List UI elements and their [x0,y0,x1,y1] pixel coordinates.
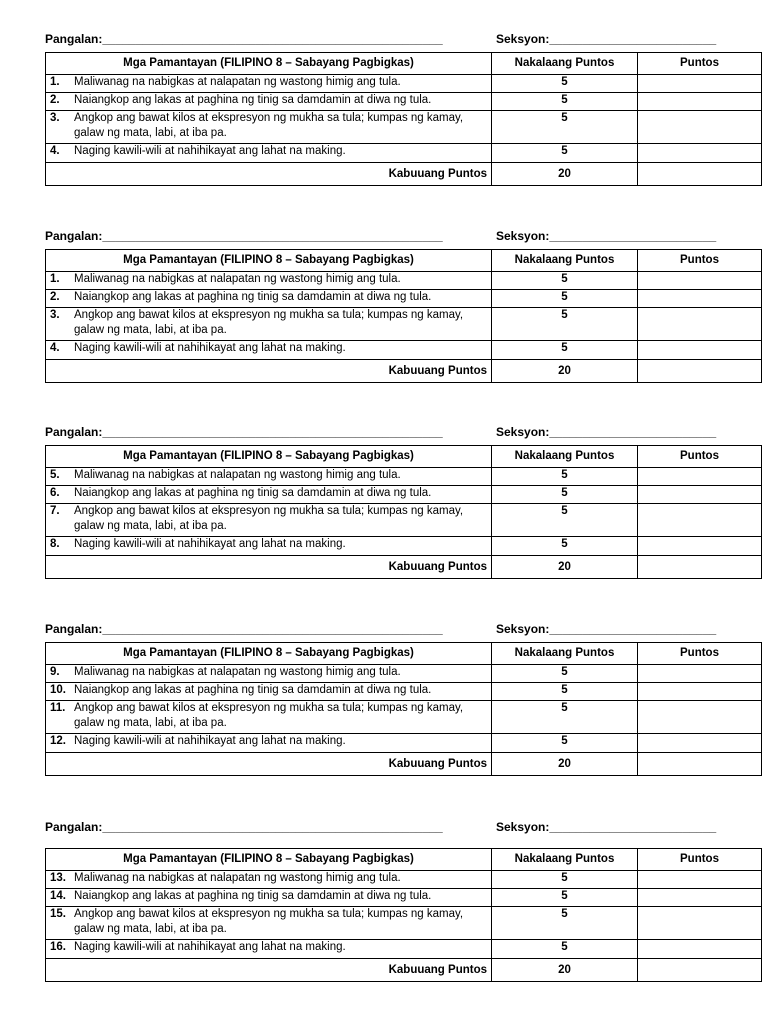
criteria-header: Mga Pamantayan (FILIPINO 8 – Sabayang Pagbigkas) [46,53,492,75]
score-cell[interactable] [638,308,762,341]
criterion-text: Angkop ang bawat kilos at ekspresyon ng mukha sa tula; kumpas ng kamay, galaw ng mata, labi, at iba pa. [74,702,464,729]
allotted-points: 5 [492,486,638,504]
table-header-row [46,250,762,272]
score-cell[interactable] [638,75,762,93]
seksyon-field[interactable]: Seksyon:_________________________ [496,622,717,636]
table-row [46,468,762,486]
criterion-text: Naiangkop ang lakas at paghina ng tinig sa damdamin at diwa ng tula. [74,94,432,106]
total-label: Kabuuang Puntos [46,556,492,579]
table-row [46,486,762,504]
total-score-cell[interactable] [638,959,762,982]
total-label: Kabuuang Puntos [46,753,492,776]
total-label: Kabuuang Puntos [46,360,492,383]
criteria-header: Mga Pamantayan (FILIPINO 8 – Sabayang Pagbigkas) [46,643,492,665]
rubric-table [45,249,762,383]
total-row [46,360,762,383]
allotted-points: 5 [492,889,638,907]
table-row [46,111,762,144]
criterion-number: 1. [50,76,60,88]
criterion-number: 2. [50,291,60,303]
criterion-text: Naiangkop ang lakas at paghina ng tinig sa damdamin at diwa ng tula. [74,487,432,499]
criterion-text: Angkop ang bawat kilos at ekspresyon ng mukha sa tula; kumpas ng kamay, galaw ng mata, labi, at iba pa. [74,505,464,532]
score-cell[interactable] [638,93,762,111]
student-header [45,620,761,638]
table-header-row [46,849,762,871]
pangalan-field[interactable]: Pangalan:___________________________________________________ [45,622,443,636]
criterion-text: Maliwanag na nabigkas at nalapatan ng wastong himig ang tula. [74,273,401,285]
seksyon-field[interactable]: Seksyon:_________________________ [496,32,717,46]
student-header [45,30,761,48]
score-cell[interactable] [638,907,762,940]
criterion-text: Naiangkop ang lakas at paghina ng tinig sa damdamin at diwa ng tula. [74,291,432,303]
score-cell[interactable] [638,468,762,486]
table-header-row [46,643,762,665]
criterion-number: 14. [50,890,66,902]
seksyon-field[interactable]: Seksyon:_________________________ [496,229,717,243]
table-row [46,75,762,93]
allotted-points: 5 [492,111,638,144]
criterion-number: 10. [50,684,66,696]
criterion-number: 3. [50,309,60,321]
table-row [46,871,762,889]
score-header: Puntos [638,643,762,665]
pangalan-field[interactable]: Pangalan:___________________________________________________ [45,425,443,439]
total-score-cell[interactable] [638,360,762,383]
score-cell[interactable] [638,940,762,959]
total-label: Kabuuang Puntos [46,959,492,982]
criterion-text: Maliwanag na nabigkas at nalapatan ng wastong himig ang tula. [74,469,401,481]
score-header: Puntos [638,446,762,468]
criteria-header: Mga Pamantayan (FILIPINO 8 – Sabayang Pagbigkas) [46,250,492,272]
allotted-points: 5 [492,308,638,341]
table-row [46,504,762,537]
criterion-number: 12. [50,735,66,747]
total-value: 20 [492,556,638,579]
allotted-points: 5 [492,144,638,163]
table-row [46,290,762,308]
criterion-text: Naging kawili-wili at nahihikayat ang lahat na making. [74,735,346,747]
table-row [46,907,762,940]
rubric-block [45,423,761,573]
allotted-points-header: Nakalaang Puntos [492,446,638,468]
score-cell[interactable] [638,683,762,701]
total-score-cell[interactable] [638,556,762,579]
criterion-text: Naiangkop ang lakas at paghina ng tinig sa damdamin at diwa ng tula. [74,890,432,902]
allotted-points-header: Nakalaang Puntos [492,53,638,75]
table-row [46,734,762,753]
score-cell[interactable] [638,889,762,907]
score-cell[interactable] [638,144,762,163]
criterion-number: 7. [50,505,60,517]
total-value: 20 [492,163,638,186]
criterion-number: 6. [50,487,60,499]
criterion-number: 9. [50,666,60,678]
criterion-text: Maliwanag na nabigkas at nalapatan ng wastong himig ang tula. [74,76,401,88]
table-header-row [46,446,762,468]
allotted-points-header: Nakalaang Puntos [492,250,638,272]
rubric-table [45,642,762,776]
criteria-header: Mga Pamantayan (FILIPINO 8 – Sabayang Pagbigkas) [46,446,492,468]
seksyon-field[interactable]: Seksyon:_________________________ [496,820,717,834]
allotted-points: 5 [492,701,638,734]
score-cell[interactable] [638,734,762,753]
allotted-points: 5 [492,93,638,111]
table-row [46,665,762,683]
criterion-number: 16. [50,941,66,953]
score-header: Puntos [638,53,762,75]
allotted-points: 5 [492,75,638,93]
total-row [46,959,762,982]
table-row [46,889,762,907]
score-cell[interactable] [638,486,762,504]
criterion-number: 3. [50,112,60,124]
allotted-points: 5 [492,683,638,701]
criterion-text: Angkop ang bawat kilos at ekspresyon ng mukha sa tula; kumpas ng kamay, galaw ng mata, labi, at iba pa. [74,309,464,336]
table-row [46,701,762,734]
criterion-number: 2. [50,94,60,106]
criterion-text: Maliwanag na nabigkas at nalapatan ng wastong himig ang tula. [74,666,401,678]
criterion-number: 4. [50,145,60,157]
allotted-points: 5 [492,907,638,940]
table-row [46,93,762,111]
total-score-cell[interactable] [638,163,762,186]
score-cell[interactable] [638,290,762,308]
score-cell[interactable] [638,665,762,683]
allotted-points: 5 [492,871,638,889]
rubric-block [45,620,761,770]
rubric-block [45,227,761,377]
student-header [45,227,761,245]
total-row [46,556,762,579]
total-value: 20 [492,360,638,383]
pangalan-field[interactable]: Pangalan:___________________________________________________ [45,820,443,834]
table-row [46,341,762,360]
score-cell[interactable] [638,871,762,889]
allotted-points: 5 [492,665,638,683]
rubric-block [45,818,761,976]
allotted-points: 5 [492,341,638,360]
rubric-block [45,30,761,180]
score-cell[interactable] [638,272,762,290]
criterion-text: Naging kawili-wili at nahihikayat ang lahat na making. [74,538,346,550]
criterion-text: Naging kawili-wili at nahihikayat ang lahat na making. [74,145,346,157]
score-cell[interactable] [638,537,762,556]
criterion-number: 11. [50,702,66,714]
criterion-text: Naiangkop ang lakas at paghina ng tinig sa damdamin at diwa ng tula. [74,684,432,696]
criterion-number: 15. [50,908,66,920]
score-cell[interactable] [638,701,762,734]
total-value: 20 [492,753,638,776]
score-cell[interactable] [638,111,762,144]
table-row [46,308,762,341]
criterion-text: Angkop ang bawat kilos at ekspresyon ng mukha sa tula; kumpas ng kamay, galaw ng mata, labi, at iba pa. [74,908,464,935]
criterion-number: 13. [50,872,66,884]
total-value: 20 [492,959,638,982]
table-row [46,940,762,959]
allotted-points-header: Nakalaang Puntos [492,643,638,665]
table-row [46,272,762,290]
allotted-points: 5 [492,290,638,308]
seksyon-field[interactable]: Seksyon:_________________________ [496,425,717,439]
allotted-points-header: Nakalaang Puntos [492,849,638,871]
score-cell[interactable] [638,341,762,360]
table-row [46,537,762,556]
table-row [46,683,762,701]
criterion-text: Naging kawili-wili at nahihikayat ang lahat na making. [74,941,346,953]
score-header: Puntos [638,849,762,871]
criterion-text: Angkop ang bawat kilos at ekspresyon ng mukha sa tula; kumpas ng kamay, galaw ng mata, labi, at iba pa. [74,112,464,139]
allotted-points: 5 [492,468,638,486]
student-header [45,423,761,441]
rubric-table [45,848,762,982]
rubric-table [45,445,762,579]
pangalan-field[interactable]: Pangalan:___________________________________________________ [45,229,443,243]
criterion-text: Maliwanag na nabigkas at nalapatan ng wastong himig ang tula. [74,872,401,884]
score-header: Puntos [638,250,762,272]
total-label: Kabuuang Puntos [46,163,492,186]
score-cell[interactable] [638,504,762,537]
allotted-points: 5 [492,272,638,290]
table-header-row [46,53,762,75]
allotted-points: 5 [492,734,638,753]
total-score-cell[interactable] [638,753,762,776]
table-row [46,144,762,163]
allotted-points: 5 [492,537,638,556]
criterion-number: 8. [50,538,60,550]
allotted-points: 5 [492,504,638,537]
pangalan-field[interactable]: Pangalan:___________________________________________________ [45,32,443,46]
allotted-points: 5 [492,940,638,959]
criterion-text: Naging kawili-wili at nahihikayat ang lahat na making. [74,342,346,354]
rubric-table [45,52,762,186]
criterion-number: 1. [50,273,60,285]
total-row [46,163,762,186]
criteria-header: Mga Pamantayan (FILIPINO 8 – Sabayang Pagbigkas) [46,849,492,871]
criterion-number: 5. [50,469,60,481]
criterion-number: 4. [50,342,60,354]
student-header [45,818,761,836]
total-row [46,753,762,776]
